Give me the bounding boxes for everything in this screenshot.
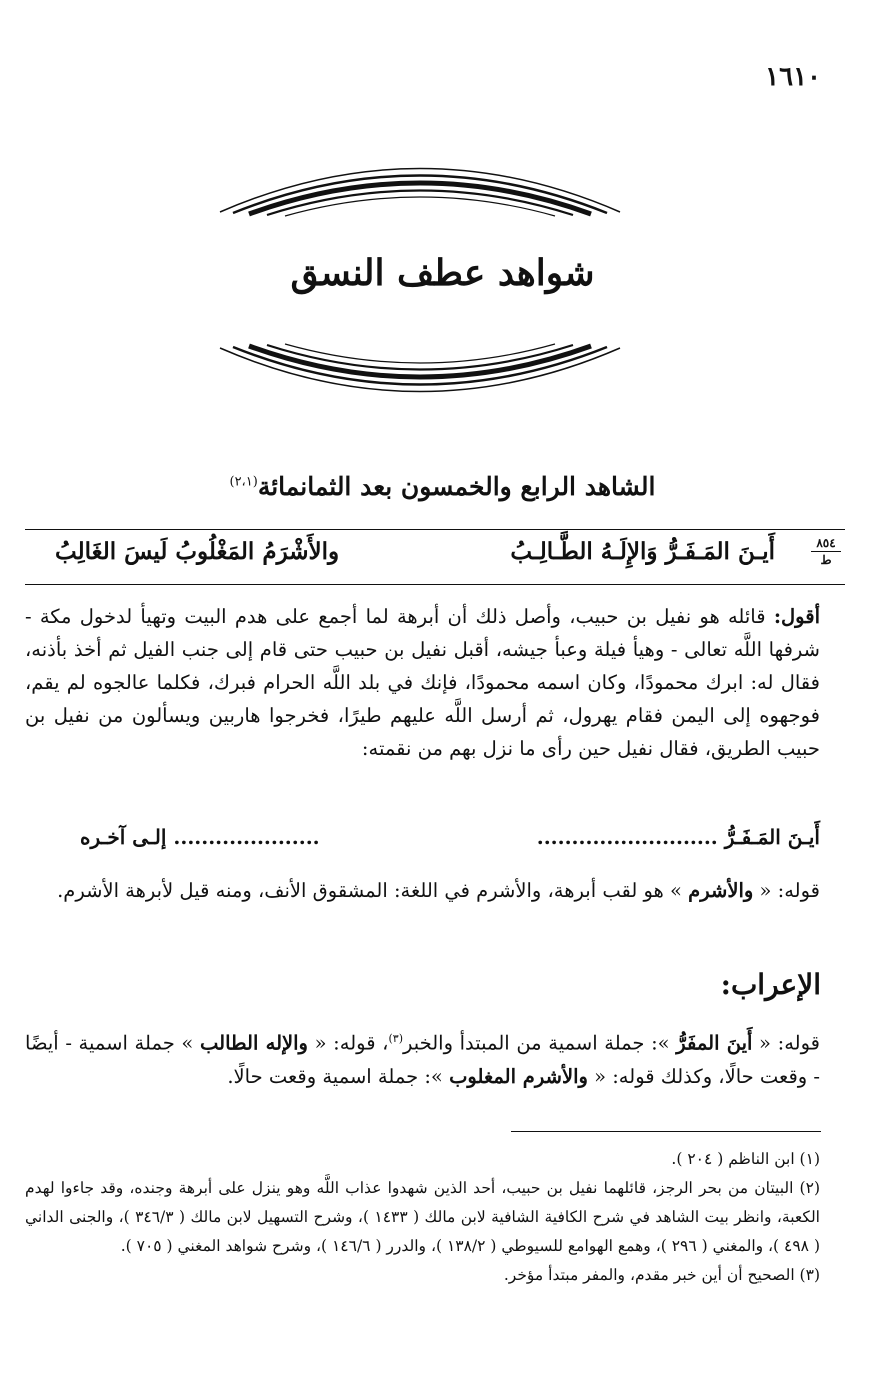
- footnotes: [25, 1145, 820, 1290]
- witness-heading: [0, 472, 885, 501]
- footnote-ref: (٢،١): [229, 474, 258, 490]
- text-run: قوله: «: [753, 879, 820, 902]
- ornament-arc-top: [215, 150, 625, 220]
- quoted-second: ..................... إلـى آخـره: [80, 825, 320, 849]
- chapter-title: شواهد عطف النسق: [290, 252, 595, 294]
- text-run: ، قوله: «: [307, 1031, 389, 1055]
- verse-number-sub: ط: [820, 553, 832, 567]
- text-run: قوله: «: [752, 1031, 820, 1055]
- quoted-first: أَيـنَ المَـفَـرُّ ..........................: [536, 825, 820, 849]
- footnote-separator: [511, 1131, 821, 1132]
- text-run: »: جملة اسمية وقعت حالًا.: [227, 1064, 450, 1088]
- commentary-paragraph: [25, 600, 820, 765]
- verse-first-hemistich: أَيـنَ المَـفَـرُّ وَالإِلَـهُ الطَّـالِـبُ: [510, 538, 775, 565]
- verse-number-value: ٨٥٤: [816, 536, 836, 550]
- footnote-3: (٣) الصحيح أن أين خبر مقدم، والمفر مبتدأ مؤخر.: [503, 1266, 820, 1284]
- footnote-ref: (٣): [388, 1032, 403, 1045]
- footnote-1: (١) ابن الناظم ( ٢٠٤ ).: [671, 1150, 820, 1168]
- section-heading-irab: الإعراب:: [720, 968, 821, 1001]
- verse-rule-bottom: [25, 584, 845, 585]
- ornament-arc-bottom: [215, 340, 625, 410]
- irab-paragraph: [25, 1022, 820, 1093]
- text-run: » هو لقب أبرهة، والأشرم في اللغة: المشقوق الأنف، ومنه قيل لأبرهة الأشرم.: [57, 879, 689, 902]
- verse-second-hemistich: والأَشْرَمُ المَغْلُوبُ لَيسَ الغَالِبُ: [55, 538, 340, 565]
- witness-heading-text: الشاهد الرابع والخمسون بعد الثمانمائة: [257, 472, 656, 501]
- page-number: ١٦١٠: [765, 62, 821, 92]
- bold-term: والأشرم المغلوب: [449, 1064, 588, 1088]
- quoted-verse-line: [25, 825, 820, 859]
- bold-term: أَينَ المفَرُّ: [676, 1031, 753, 1055]
- bold-term: والأشرم: [688, 879, 754, 902]
- footnote-2: (٢) البيتان من بحر الرجز، قائلهما نفيل بن حبيب، أحد الذين شهدوا عذاب اللَّه وهو ينزل على أبرهة وجنده، وقد جاءوا لهدم الكعبة، وانظر بيت الشاهد في شرح الكافية الشافية لابن مالك ( ١٤٣٣ )، وشرح التسهيل لابن مالك ( ٣٤٦/٣ )، والجنى الداني ( ٤٩٨ )، والمغني ( ٢٩٦ )، وهمع الهوامع للسيوطي ( ١٣٨/٢ )، والدرر ( ١٤٦/٦ )، وشرح شواهد المغني ( ٧٠٥ ).: [25, 1179, 820, 1255]
- word-explanation-paragraph: [25, 874, 820, 907]
- verse-number: [807, 536, 845, 567]
- verse-block: [25, 530, 845, 584]
- bold-term: والإله الطالب: [200, 1031, 308, 1055]
- text-run: » جملة اسمية - أيضًا - وقعت حالًا، وكذلك قوله: «: [25, 1031, 820, 1088]
- commentary-text: قائله هو نفيل بن حبيب، وأصل ذلك أن أبرهة لما أجمع على هدم البيت وتهيأ لدخول مكة - شرفها اللَّه تعالى - وهيأ فيلة وعبأ جيشه، أقبل نفيل بن حبيب حتى قام إلى جنب الفيل ثم أخذ بأذنه، فقال له: ابرك محمودًا، وكان اسمه محمودًا، فإنك في بلد اللَّه الحرام فبرك، فكلما عالجوه لم يقم، فوجهوه إلى اليمن فقام يهرول، ثم أرسل اللَّه عليهم طيرًا، فخرجوا هاربين ويسألون من نفيل بن حبيب الطريق، فقال نفيل حين رأى ما نزل بهم من نقمته:: [25, 605, 820, 760]
- text-run: »: جملة اسمية من المبتدأ والخبر: [402, 1031, 677, 1055]
- lead-word: أقول:: [773, 605, 820, 628]
